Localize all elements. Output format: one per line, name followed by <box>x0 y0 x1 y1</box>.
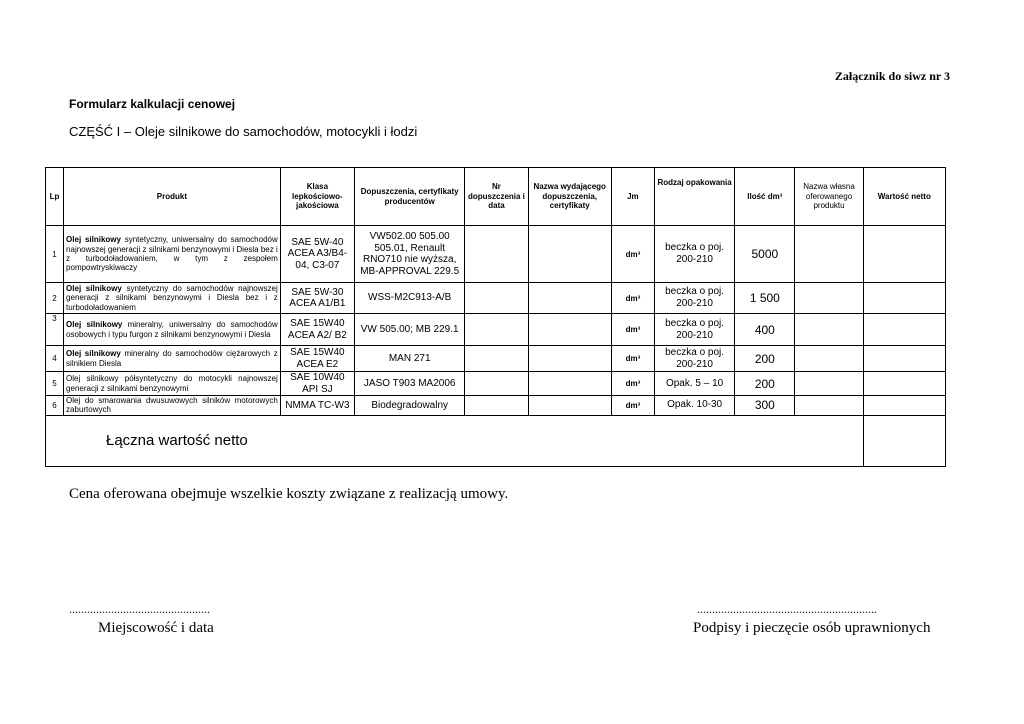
total-row <box>46 415 946 466</box>
row-nazwa-wydajacego[interactable] <box>528 396 611 416</box>
row-dopuszczenia: WSS-M2C913-A/B <box>355 283 465 314</box>
row-ilosc: 400 <box>735 314 795 346</box>
produkt-bold: Olej silnikowy <box>66 349 121 359</box>
header-jm: Jm <box>611 168 654 226</box>
row-nr-dopuszczenia[interactable] <box>465 396 528 416</box>
row-produkt <box>64 396 281 416</box>
row-ilosc: 200 <box>735 372 795 396</box>
header-nazwa-wlasna: Nazwa własna oferowanego produktu <box>795 168 863 226</box>
row-lp: 3 <box>46 314 64 346</box>
price-calculation-table <box>45 167 946 467</box>
produkt-text: Olej silnikowy półsyntetyczny do motocykli najnowszej generacji z silnikami benzynowymi <box>66 374 278 393</box>
table-row <box>46 372 946 396</box>
header-dopuszczenia: Dopuszczenia, certyfikaty producentów <box>355 168 465 226</box>
row-ilosc: 5000 <box>735 226 795 283</box>
price-statement: Cena oferowana obejmuje wszelkie koszty związane z realizacją umowy. <box>69 486 509 502</box>
row-nazwa-wlasna[interactable] <box>795 314 863 346</box>
row-wartosc-netto[interactable] <box>863 314 945 346</box>
part-title: CZĘŚĆ I – Oleje silnikowe do samochodów, motocykli i łodzi <box>69 124 418 139</box>
row-klasa: NMMA TC-W3 <box>280 396 354 416</box>
table-row <box>46 396 946 416</box>
row-dopuszczenia: VW502.00 505.00 505.01, Renault RNO710 nie wyższa, MB-APPROVAL 229.5 <box>355 226 465 283</box>
produkt-text: syntetyczny do samochodów najnowszej generacji z silnikami benzynowymi i Diesla bez i z turbodoładowaniem <box>66 283 278 312</box>
table-row <box>46 283 946 314</box>
table-row <box>46 346 946 372</box>
row-ilosc: 200 <box>735 346 795 372</box>
row-nazwa-wydajacego[interactable] <box>528 346 611 372</box>
row-klasa: SAE 5W-30 ACEA A1/B1 <box>280 283 354 314</box>
row-nr-dopuszczenia[interactable] <box>465 314 528 346</box>
row-rodzaj: Opak. 5 – 10 <box>654 372 734 396</box>
row-klasa: SAE 5W-40 ACEA A3/B4-04, C3-07 <box>280 226 354 283</box>
row-klasa: SAE 15W40 ACEA E2 <box>280 346 354 372</box>
produkt-text: syntetyczny, uniwersalny do samochodów najnowszej generacji z silnikami benzynowymi i Diesla bez i z turbodoładowaniem, w tym z zespołem pompowtryskiwaczy <box>66 235 278 273</box>
row-nr-dopuszczenia[interactable] <box>465 283 528 314</box>
total-label: Łączna wartość netto <box>46 415 864 466</box>
signature-line-right: ............................................................ <box>697 602 877 616</box>
form-title: Formularz kalkulacji cenowej <box>69 97 236 111</box>
row-wartosc-netto[interactable] <box>863 226 945 283</box>
row-jm: dm³ <box>611 226 654 283</box>
produkt-bold: Olej silnikowy <box>66 235 121 245</box>
row-klasa: SAE 10W40 API SJ <box>280 372 354 396</box>
header-produkt: Produkt <box>64 168 281 226</box>
row-jm: dm³ <box>611 283 654 314</box>
row-klasa: SAE 15W40 ACEA A2/ B2 <box>280 314 354 346</box>
header-rodzaj-opakowania: Rodzaj opakowania <box>654 168 734 226</box>
row-dopuszczenia: JASO T903 MA2006 <box>355 372 465 396</box>
row-ilosc: 1 500 <box>735 283 795 314</box>
table-row <box>46 314 946 346</box>
row-nazwa-wlasna[interactable] <box>795 396 863 416</box>
row-dopuszczenia: MAN 271 <box>355 346 465 372</box>
row-lp: 6 <box>46 396 64 416</box>
row-dopuszczenia: Biodegradowalny <box>355 396 465 416</box>
row-lp: 5 <box>46 372 64 396</box>
place-date-label: Miejscowość i data <box>98 620 214 636</box>
signature-line-left: ............................................... <box>69 602 210 616</box>
row-wartosc-netto[interactable] <box>863 346 945 372</box>
produkt-bold: Olej silnikowy <box>66 283 122 293</box>
row-jm: dm³ <box>611 396 654 416</box>
row-nazwa-wydajacego[interactable] <box>528 283 611 314</box>
row-nazwa-wlasna[interactable] <box>795 283 863 314</box>
produkt-bold: Olej silnikowy <box>66 320 123 330</box>
row-produkt <box>64 372 281 396</box>
row-rodzaj: beczka o poj. 200-210 <box>654 283 734 314</box>
row-jm: dm³ <box>611 372 654 396</box>
row-produkt <box>64 283 281 314</box>
row-ilosc: 300 <box>735 396 795 416</box>
row-nazwa-wlasna[interactable] <box>795 346 863 372</box>
row-produkt <box>64 346 281 372</box>
produkt-text: mineralny, uniwersalny do samochodów osobowych i typu furgon z silnikami benzynowymi i Diesla <box>66 320 278 339</box>
row-jm: dm³ <box>611 314 654 346</box>
produkt-text: Olej do smarowania dwusuwowych silników motorowych zaburtowych <box>66 396 278 415</box>
row-nazwa-wydajacego[interactable] <box>528 226 611 283</box>
header-nr-dopuszczenia: Nr dopuszczenia i data <box>465 168 528 226</box>
table-row <box>46 226 946 283</box>
row-produkt <box>64 226 281 283</box>
row-lp: 4 <box>46 346 64 372</box>
row-nazwa-wlasna[interactable] <box>795 372 863 396</box>
header-ilosc: Ilość dm³ <box>735 168 795 226</box>
header-wartosc-netto: Wartość netto <box>863 168 945 226</box>
row-wartosc-netto[interactable] <box>863 283 945 314</box>
row-nazwa-wydajacego[interactable] <box>528 372 611 396</box>
row-wartosc-netto[interactable] <box>863 396 945 416</box>
row-nazwa-wlasna[interactable] <box>795 226 863 283</box>
row-rodzaj: beczka o poj. 200-210 <box>654 346 734 372</box>
produkt-text: mineralny do samochodów ciężarowych z silnikiem Diesla <box>66 349 278 368</box>
row-rodzaj: Opak. 10-30 <box>654 396 734 416</box>
header-lp: Lp <box>46 168 64 226</box>
row-nazwa-wydajacego[interactable] <box>528 314 611 346</box>
row-lp: 1 <box>46 226 64 283</box>
row-jm: dm³ <box>611 346 654 372</box>
row-produkt <box>64 314 281 346</box>
row-nr-dopuszczenia[interactable] <box>465 346 528 372</box>
signatures-label: Podpisy i pieczęcie osób uprawnionych <box>693 620 931 636</box>
row-nr-dopuszczenia[interactable] <box>465 226 528 283</box>
row-nr-dopuszczenia[interactable] <box>465 372 528 396</box>
row-rodzaj: beczka o poj. 200-210 <box>654 226 734 283</box>
row-lp: 2 <box>46 283 64 314</box>
total-value[interactable] <box>863 415 945 466</box>
row-rodzaj: beczka o poj. 200-210 <box>654 314 734 346</box>
row-wartosc-netto[interactable] <box>863 372 945 396</box>
header-nazwa-wydajacego: Nazwa wydającego dopuszczenia, certyfikaty <box>528 168 611 226</box>
row-dopuszczenia: VW 505.00; MB 229.1 <box>355 314 465 346</box>
annex-label: Załącznik do siwz nr 3 <box>834 69 950 83</box>
header-klasa: Klasa lepkościowo-jakościowa <box>280 168 354 226</box>
table-header-row <box>46 168 946 226</box>
